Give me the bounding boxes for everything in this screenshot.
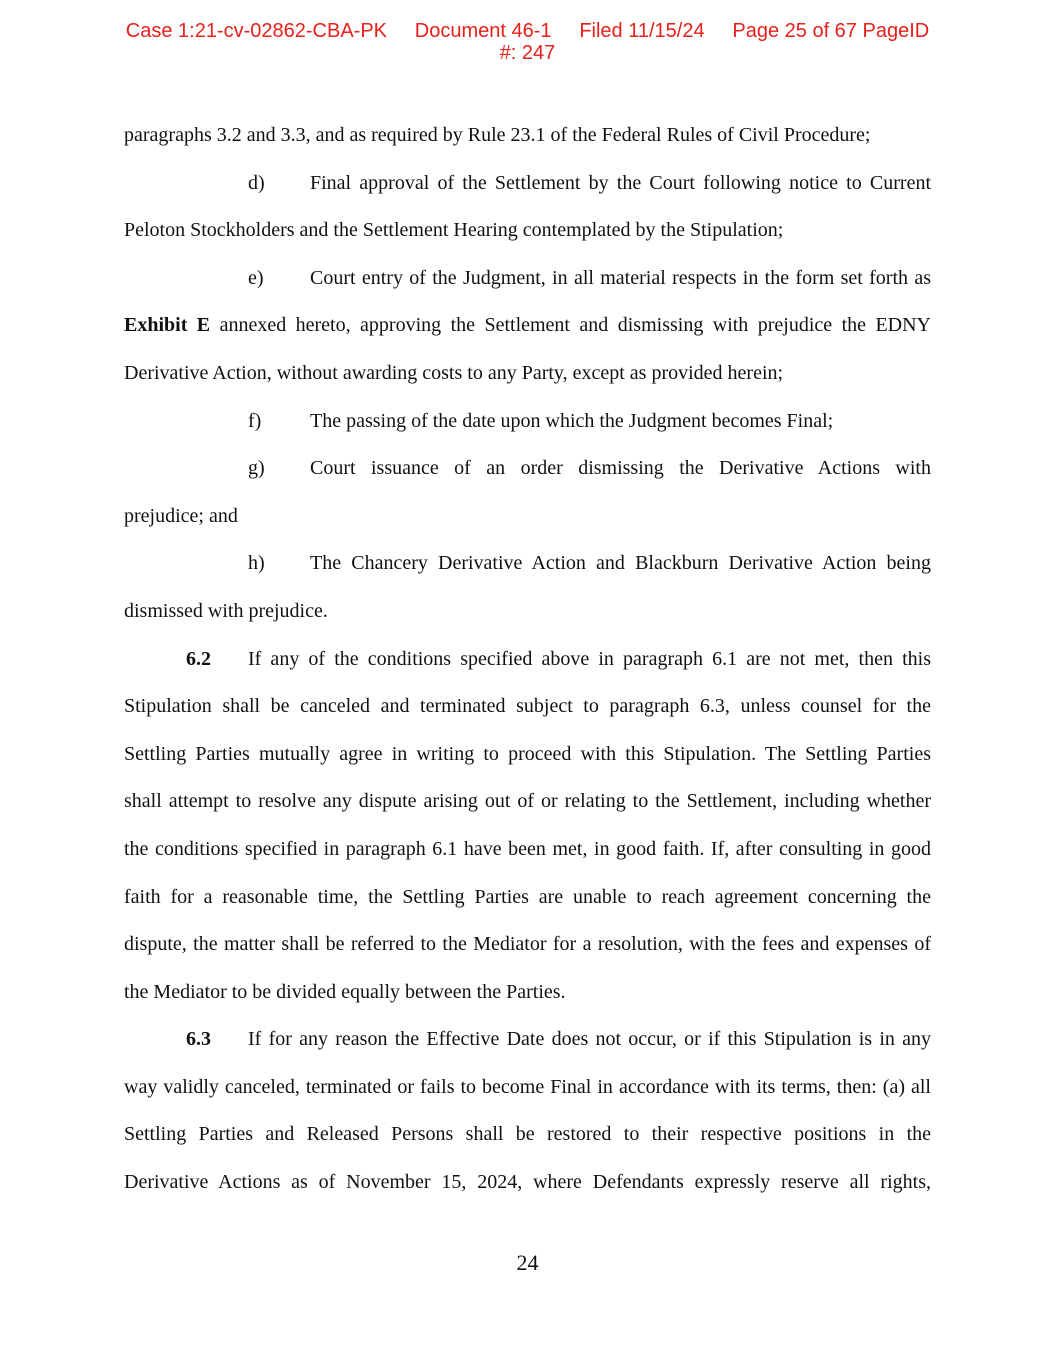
exhibit-reference: Exhibit E <box>124 314 211 337</box>
item-label: e) <box>248 266 264 289</box>
item-label: f) <box>248 409 262 432</box>
item-text: The passing of the date upon which the Judgment becomes Final; <box>310 409 834 432</box>
case-header-line-1: Case 1:21-cv-02862-CBA-PK Document 46-1 Filed 11/15/24 Page 25 of 67 PageID <box>125 20 930 42</box>
text-line: Derivative Actions as of November 15, 2024, where Defendants expressly reserve all rights, <box>124 1171 931 1194</box>
item-text: The Chancery Derivative Action and Blackburn Derivative Action being <box>310 552 931 575</box>
section-text: If any of the conditions specified above in paragraph 6.1 are not met, then this <box>248 647 931 670</box>
section-number: 6.2 <box>186 647 211 670</box>
text-line: paragraphs 3.2 and 3.3, and as required by Rule 23.1 of the Federal Rules of Civil Procedure; <box>124 124 871 146</box>
text-line: dismissed with prejudice. <box>124 599 328 622</box>
list-item-d <box>124 160 931 208</box>
text-line: Peloton Stockholders and the Settlement Hearing contemplated by the Stipulation; <box>124 219 784 242</box>
text-line: dispute, the matter shall be referred to the Mediator for a resolution, with the fees and expenses of <box>124 933 931 956</box>
text-line: Settling Parties mutually agree in writing to proceed with this Stipulation. The Settling Parties <box>124 742 931 765</box>
item-label: g) <box>248 457 265 480</box>
text-line: shall attempt to resolve any dispute arising out of or relating to the Settlement, including whether <box>124 790 931 813</box>
text-line: the Mediator to be divided equally between the Parties. <box>124 980 566 1003</box>
text-line: faith for a reasonable time, the Settling Parties are unable to reach agreement concerning the <box>124 885 931 908</box>
list-item-f <box>124 398 931 446</box>
section-number: 6.3 <box>186 1028 211 1051</box>
list-item-g <box>124 445 931 493</box>
text-line: way validly canceled, terminated or fails to become Final in accordance with its terms, then: (a) all <box>124 1075 931 1098</box>
item-text: Court entry of the Judgment, in all material respects in the form set forth as <box>310 266 931 289</box>
section-6-2 <box>124 636 931 684</box>
item-label: d) <box>248 171 265 194</box>
section-6-3 <box>124 1016 931 1064</box>
item-text: Final approval of the Settlement by the Court following notice to Current <box>310 171 931 194</box>
text-line: Stipulation shall be canceled and terminated subject to paragraph 6.3, unless counsel for the <box>124 695 931 718</box>
document-body <box>124 112 931 1207</box>
list-item-h <box>124 540 931 588</box>
text-line: the conditions specified in paragraph 6.1 have been met, in good faith. If, after consulting in good <box>124 837 931 860</box>
text-line: Derivative Action, without awarding costs to any Party, except as provided herein; <box>124 361 784 384</box>
text-span: annexed hereto, approving the Settlement and dismissing with prejudice the EDNY <box>210 314 931 337</box>
item-text: Court issuance of an order dismissing the Derivative Actions with <box>310 457 931 480</box>
case-header <box>0 20 1055 64</box>
text-line <box>124 302 931 350</box>
item-label: h) <box>248 552 265 575</box>
text-line: Settling Parties and Released Persons shall be restored to their respective positions in the <box>124 1123 931 1146</box>
list-item-e <box>124 255 931 303</box>
text-line: prejudice; and <box>124 504 238 527</box>
case-header-line-2: #: 247 <box>499 42 556 64</box>
section-text: If for any reason the Effective Date does not occur, or if this Stipulation is in any <box>248 1028 931 1051</box>
page-number: 24 <box>516 1250 539 1275</box>
